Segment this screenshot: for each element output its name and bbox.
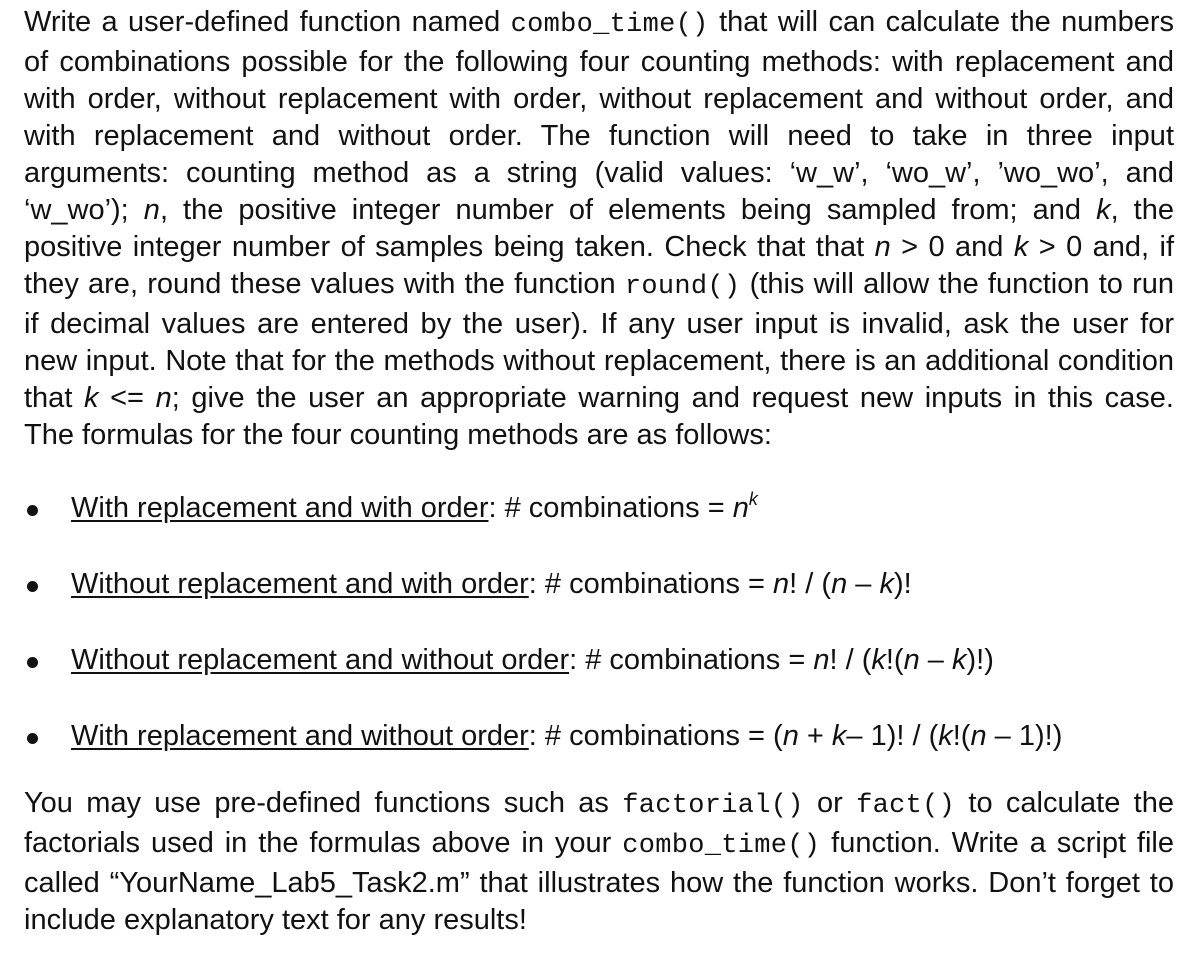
var-k: k [871, 644, 886, 676]
var-n: n [970, 720, 987, 752]
var-k: k [1013, 231, 1029, 263]
formula-part: !( [952, 720, 971, 752]
list-item [24, 566, 1174, 603]
text-segment: (this will allow the function to run if decimal values are entered by the user). If any user input is invalid, ask the user for new input. Note that for the methods without replacement, there is an additional condition that [24, 268, 1175, 414]
text-segment: > 0 and [890, 231, 1014, 263]
bullet-dot-icon [27, 733, 38, 744]
var-k: k [938, 720, 953, 752]
text-segment: that will can calculate the numbers of combinations possible for the following four counting methods: with replacement and with order, without replacement with order, without replacement and without order, and with replacement and without order. The function will need to take in three input arguments: counting method as a string (valid values: ‘w_w’, ‘wo_w’, ’wo_wo’, and ‘w_wo’); [24, 6, 1174, 226]
formula-part: – 1)! / ( [846, 720, 939, 752]
round-function-code: round() [624, 272, 741, 302]
var-k: k [879, 568, 894, 600]
function-name-code: combo_time() [622, 831, 821, 861]
formula-part: !( [885, 644, 904, 676]
text-segment: You may use pre-defined functions such as [24, 787, 623, 819]
formula-part: )! [893, 568, 912, 600]
formula-prefix: : # combinations = [528, 568, 774, 600]
text-segment: <= [98, 382, 156, 414]
formula-part: – [919, 644, 952, 676]
formula-part: )!) [966, 644, 994, 676]
var-n: n [773, 568, 790, 600]
list-item [24, 718, 1174, 755]
bullet-dot-icon [27, 581, 38, 592]
method-name: With replacement and without order [71, 720, 529, 752]
formula-part: ! / ( [829, 644, 872, 676]
var-n: n [782, 720, 799, 752]
text-segment: Write a user-defined function named [24, 6, 511, 38]
var-n: n [813, 644, 830, 676]
text-segment: , the positive integer number of elements being sampled from; and [159, 194, 1097, 226]
exponent-k: k [748, 489, 758, 509]
formula-part: – [847, 568, 880, 600]
var-n: n [143, 194, 160, 226]
var-k: k [1096, 194, 1111, 226]
formula-prefix: : # combinations = ( [528, 720, 783, 752]
text-segment: function. Write a script file called “YourName_Lab5_Task2.m” that illustrates how the function works. Don’t forget to include explanatory text for any results! [24, 827, 1174, 936]
formula-part: – 1)!) [986, 720, 1063, 752]
text-segment: to calculate the factorials used in the formulas above in your [24, 787, 1174, 859]
var-n: n [831, 568, 848, 600]
var-n: n [874, 231, 891, 263]
formula-prefix: : # combinations = [569, 644, 814, 676]
formula-part: + [798, 720, 832, 752]
list-item [24, 642, 1174, 679]
var-n: n [903, 644, 920, 676]
instructions-paragraph [24, 4, 1174, 454]
text-segment: ; give the user an appropriate warning and request new inputs in this case. The formulas for the four counting methods are as follows: [24, 382, 1174, 451]
method-name: Without replacement and without order [71, 644, 570, 676]
method-name: With replacement and with order [71, 492, 489, 524]
function-name-code: combo_time() [510, 10, 709, 40]
var-k: k [84, 382, 99, 414]
formula-prefix: : # combinations = [488, 492, 733, 524]
var-n: n [155, 382, 172, 414]
closing-paragraph [24, 785, 1174, 939]
bullet-dot-icon [27, 505, 38, 516]
var-k: k [951, 644, 967, 676]
list-item [24, 490, 1174, 527]
formula-list [24, 490, 1174, 755]
text-segment: > 0 and, if they are, round these values with the function [24, 231, 1174, 300]
text-segment: , the positive integer number of samples being taken. Check that that [24, 194, 1174, 263]
var-n: n [732, 492, 749, 524]
factorial-function-code: factorial() [622, 791, 804, 821]
bullet-dot-icon [27, 657, 38, 668]
var-k: k [831, 720, 847, 752]
formula-part: ! / ( [789, 568, 832, 600]
method-name: Without replacement and with order [71, 568, 529, 600]
fact-function-code: fact() [856, 791, 956, 821]
text-segment: or [803, 787, 857, 819]
